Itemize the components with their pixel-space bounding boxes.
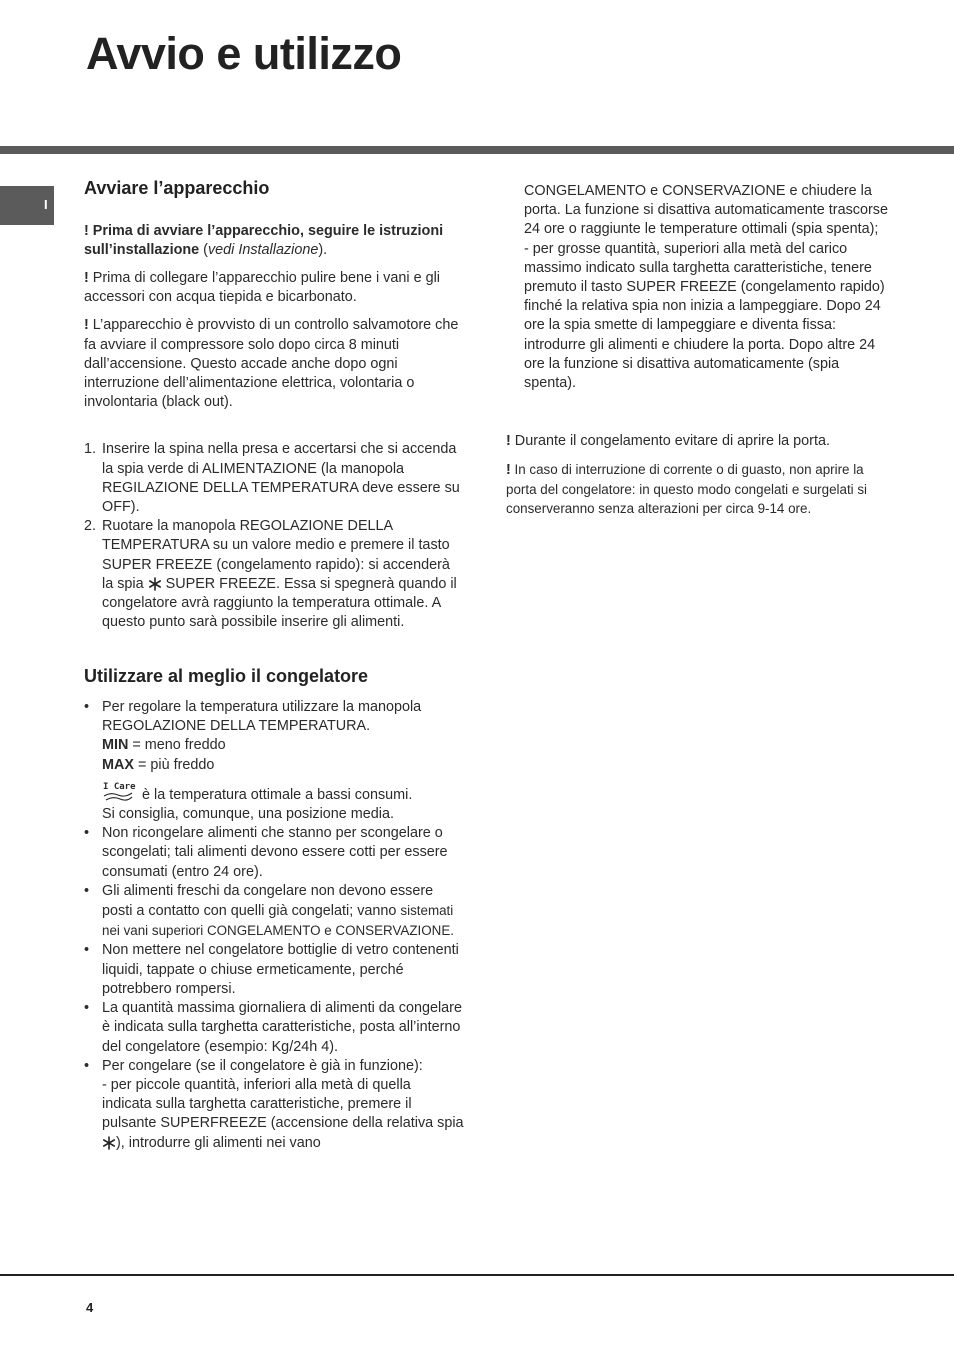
exclamation-mark: ! xyxy=(84,222,89,239)
bullet: • xyxy=(84,1000,90,1017)
note-door xyxy=(506,432,892,451)
step-text: Ruotare la manopola REGOLAZIONE DELLA TEMPERATURA su un valore medio e premere il tasto SUPER FREEZE (congelamento rapido): si accenderà la spia xyxy=(102,518,450,592)
bullet-text: - per piccole quantità, inferiori alla metà di quella indicata sulla targhetta caratteristiche, premere il pulsante SUPERFREEZE (accensione della relativa spia xyxy=(102,1076,464,1132)
list-item xyxy=(84,882,464,942)
language-tab-label: I xyxy=(44,197,48,212)
note-cleaning xyxy=(84,269,464,307)
start-steps-list xyxy=(84,440,464,632)
list-item xyxy=(84,1057,464,1153)
left-column xyxy=(84,178,464,1153)
note-paren-open: ( xyxy=(199,241,208,258)
bullet: • xyxy=(84,825,90,842)
footer-rule xyxy=(0,1274,954,1276)
continuation-text: CONGELAMENTO e CONSERVAZIONE e chiudere la porta. La funzione si disattiva automaticamente trascorse 24 ore o raggiunte le temperature ottimali (spia spenta); xyxy=(524,183,888,238)
bullet-text: Non ricongelare alimenti che stanno per scongelare o scongelati; tali alimenti devono essere cotti per essere consumati (entro 24 ore). xyxy=(102,825,448,880)
note-power-text: In caso di interruzione di corrente o di guasto, non aprire la porta del congelatore: in questo modo congelati e surgelati si conserveranno senza alterazioni per circa 9-14 ore. xyxy=(506,462,868,517)
note-paren-close: ). xyxy=(318,241,328,258)
i-care-label: I Care xyxy=(103,781,136,792)
section-heading-start: Avviare l’apparecchio xyxy=(84,178,270,198)
list-item xyxy=(84,824,464,882)
i-care-text: è la temperatura ottimale a bassi consumi. xyxy=(142,786,413,803)
bullet: • xyxy=(84,699,90,716)
page-number: 4 xyxy=(86,1300,94,1315)
list-item xyxy=(84,999,464,1057)
right-column xyxy=(506,182,892,518)
bullet: • xyxy=(84,942,90,959)
step-number: 2. xyxy=(84,518,97,535)
snowflake-icon xyxy=(148,577,162,591)
bullet: • xyxy=(84,1057,90,1074)
language-tab xyxy=(0,186,54,225)
max-text: = più freddo xyxy=(133,756,215,773)
list-item xyxy=(84,440,464,517)
snowflake-icon xyxy=(102,1136,116,1150)
list-item xyxy=(84,941,464,999)
bullet-text: ), introdurre gli alimenti nei vano xyxy=(116,1134,321,1151)
min-text: = meno freddo xyxy=(128,737,226,754)
bullet-text: Gli alimenti freschi da congelare non devono essere posti a contatto con quelli già congelati; vanno xyxy=(102,882,434,920)
step-number: 1. xyxy=(84,441,97,458)
bullet: • xyxy=(84,882,90,899)
continuation-text: - per grosse quantità, superiori alla metà del carico massimo indicato sulla targhetta caratteristiche, tenere premuto il tasto SUPER FREEZE (congelamento rapido) finché la relativa spia non inizia a lampeggiare. Dopo 24 ore la spia smette di lampeggiare e diventa fissa: introdurre gli alimenti e chiudere la porta. Dopo altre 24 ore la funzione si disattiva automaticamente (spia spenta). xyxy=(524,240,885,392)
exclamation-mark: ! xyxy=(84,270,89,286)
step-text: Inserire la spina nella presa e accertarsi che si accenda la spia verde di ALIMENTAZIONE (la manopola REGILAZIONE DELLA TEMPERATURA deve essere su OFF). xyxy=(102,441,460,516)
header-rule xyxy=(0,146,954,154)
advice-text: Si consiglia, comunque, una posizione media. xyxy=(102,806,394,823)
section-heading-usage: Utilizzare al meglio il congelatore xyxy=(84,666,369,687)
step-text: SUPER FREEZE. Essa si spegnerà quando il congelatore avrà raggiunto la temperatura ottimale. A questo punto sarà possibile inserire gli alimenti. xyxy=(102,575,457,631)
min-label: MIN xyxy=(102,737,129,754)
list-item xyxy=(84,698,464,824)
exclamation-mark: ! xyxy=(506,462,511,479)
note-power-failure xyxy=(506,460,892,518)
i-care-icon xyxy=(102,781,134,803)
page-title: Avvio e utilizzo xyxy=(86,28,402,79)
exclamation-mark: ! xyxy=(506,433,511,450)
note-motor-text: L’apparecchio è provvisto di un controllo salvamotore che fa avviare il compressore solo dopo circa 8 minuti dall’accensione. Questo accade anche dopo ogni interruzione dell’alimentazione elettrica, volontaria o involontaria (black out). xyxy=(84,317,459,411)
note-bold-text: Prima di avviare l’apparecchio, seguire le istruzioni sull’installazione xyxy=(84,222,444,258)
note-installation xyxy=(84,222,464,260)
note-cleaning-text: Prima di collegare l’apparecchio pulire bene i vani e gli accessori con acqua tiepida e bicarbonato. xyxy=(84,270,440,306)
exclamation-mark: ! xyxy=(84,317,89,334)
usage-bullets-list xyxy=(84,698,464,1153)
bullet-text: Non mettere nel congelatore bottiglie di vetro contenenti liquidi, tappate o chiuse ermeticamente, perché potrebbero rompersi. xyxy=(102,942,459,997)
list-item xyxy=(84,517,464,632)
max-label: MAX xyxy=(102,756,134,773)
note-italic-ref: vedi Installazione xyxy=(207,241,319,258)
bullet-text: Per regolare la temperatura utilizzare la manopola REGOLAZIONE DELLA TEMPERATURA. xyxy=(102,699,422,735)
bullet-text: sistemati nei vani superiori CONGELAMENTO e CONSERVAZIONE. xyxy=(102,903,454,939)
note-motor-protection xyxy=(84,316,464,412)
bullet-text: Per congelare (se il congelatore è già in funzione): xyxy=(102,1057,423,1074)
icare-line xyxy=(102,781,464,805)
bullet-text: La quantità massima giornaliera di alimenti da congelare è indicata sulla targhetta caratteristiche, posta all’interno del congelatore (esempio: Kg/24h 4). xyxy=(102,1000,462,1055)
note-door-text: Durante il congelamento evitare di aprire la porta. xyxy=(510,433,830,450)
